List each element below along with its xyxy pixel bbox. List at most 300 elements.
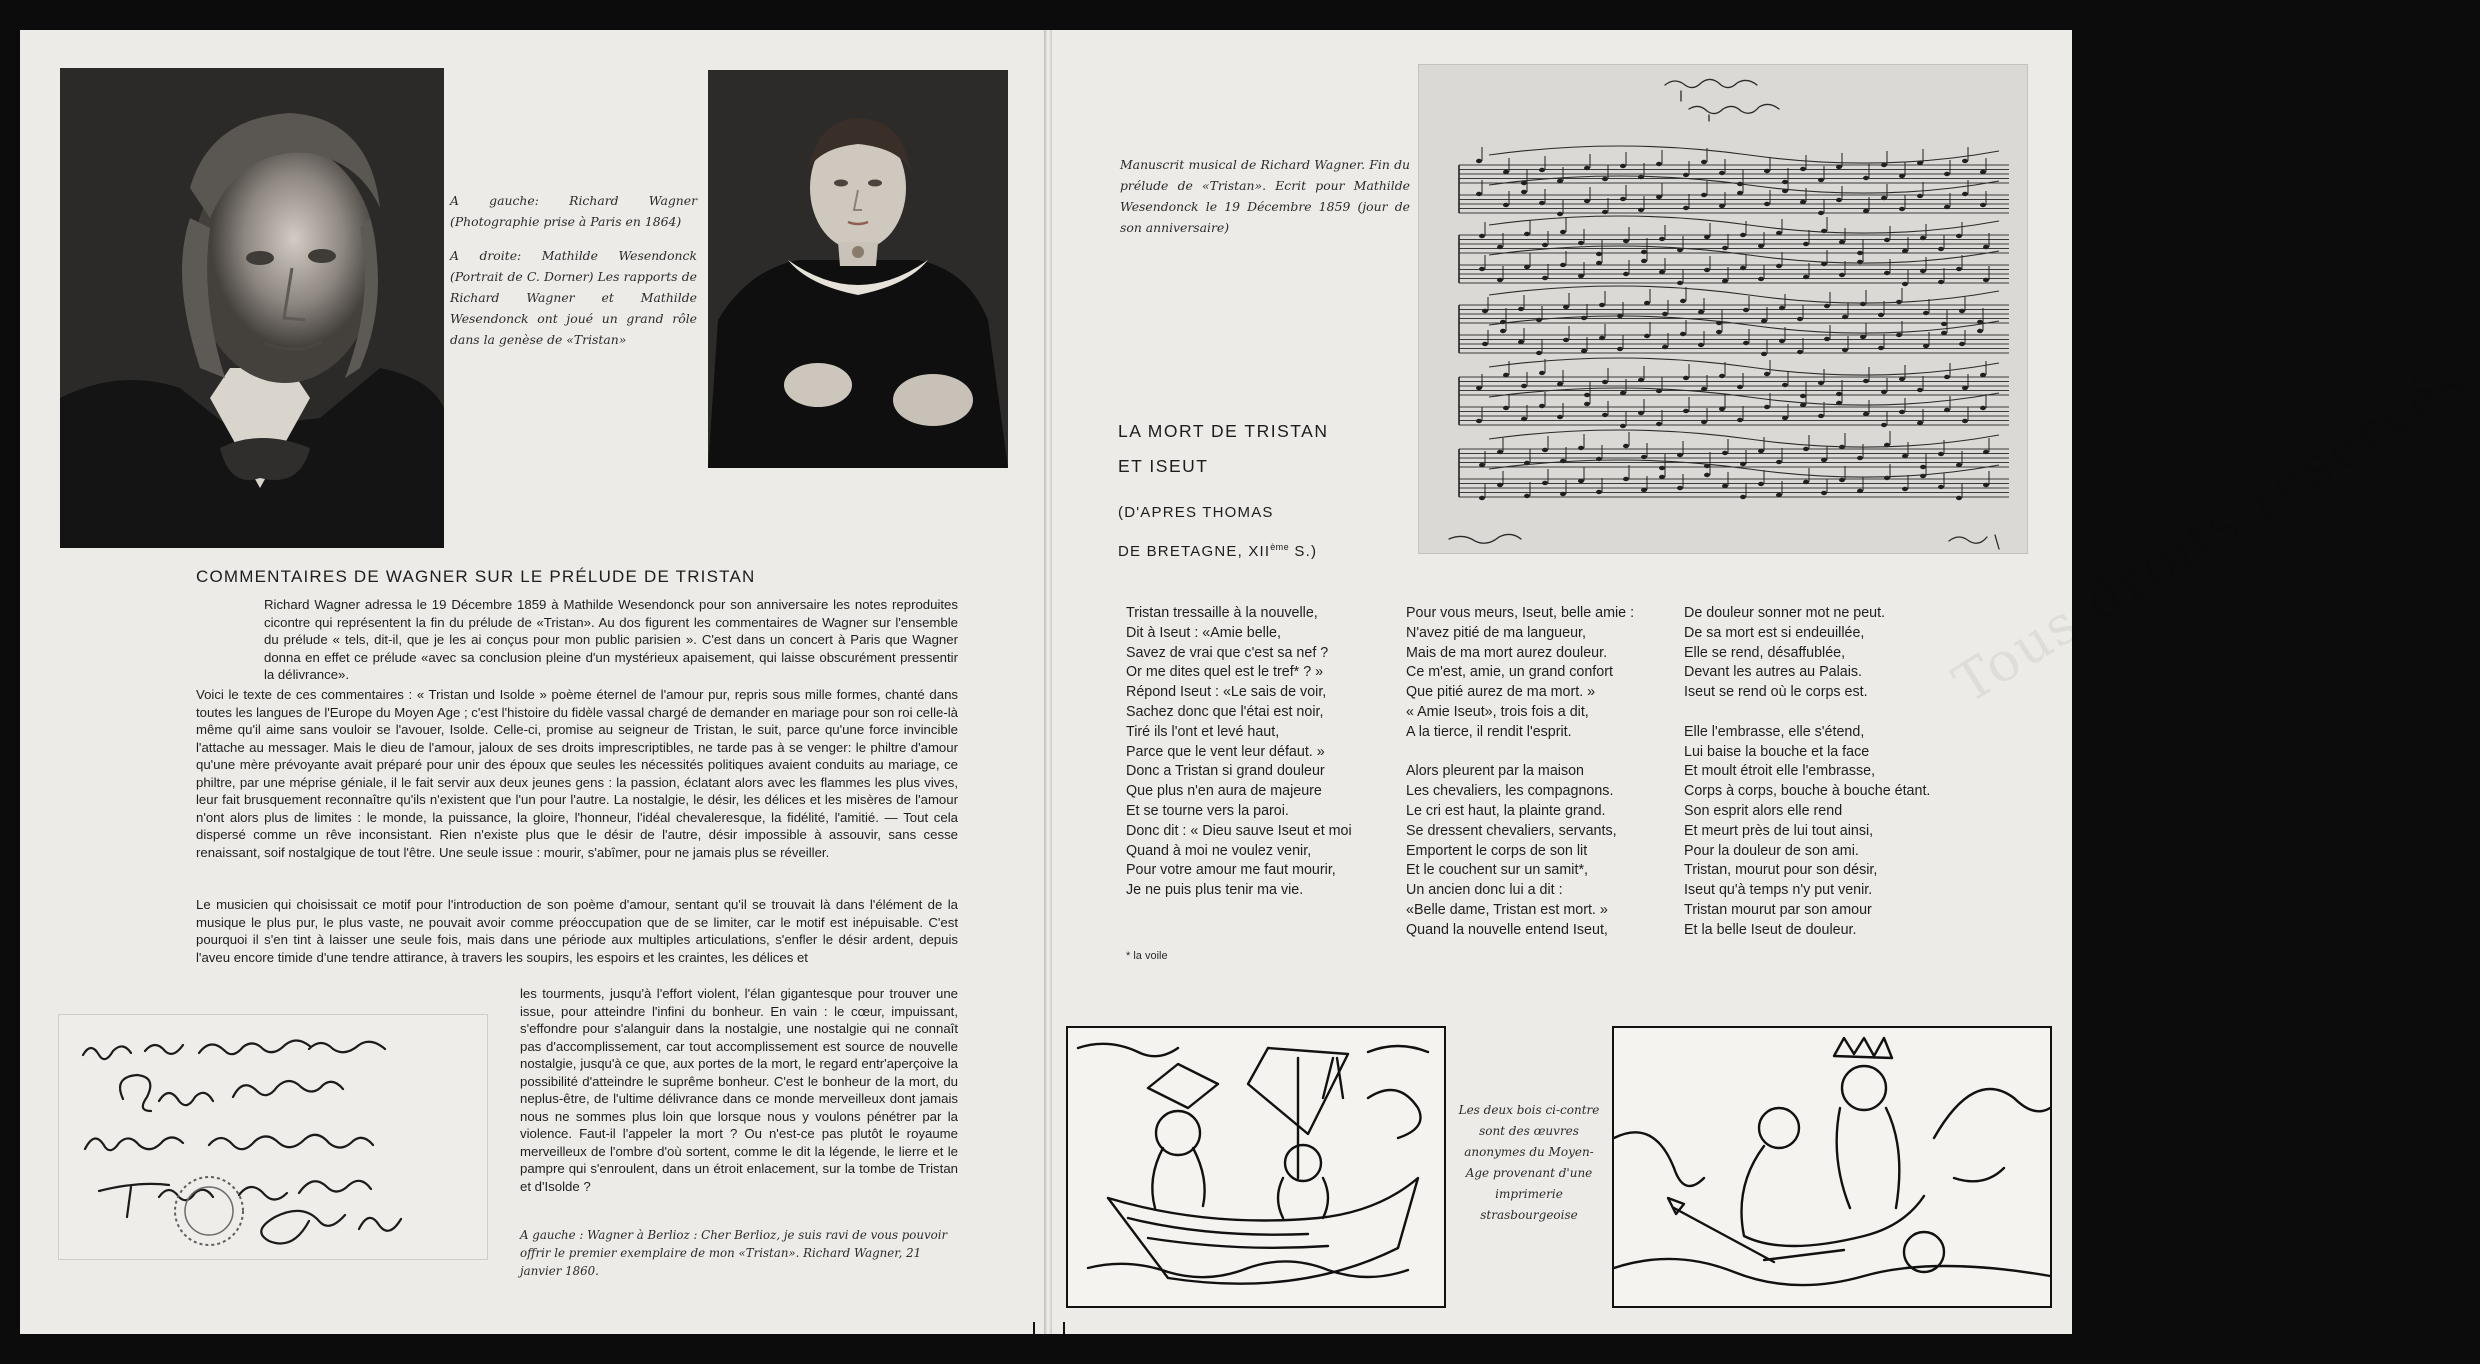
poem-line: Iseut se rend où le corps est. <box>1684 684 1868 701</box>
note-head <box>1962 386 1968 390</box>
note-head <box>1602 413 1608 417</box>
note-head <box>1902 249 1908 253</box>
poem-line: Donc a Tristan si grand douleur <box>1126 763 1325 780</box>
note-head <box>1800 394 1806 398</box>
note-head <box>1602 380 1608 384</box>
note-head <box>1584 166 1590 170</box>
note-head <box>1863 379 1869 383</box>
note-head <box>1782 416 1788 420</box>
note-head <box>1623 272 1629 276</box>
poem-line: Tiré ils l'ont et levé haut, <box>1126 723 1280 740</box>
note-head <box>1596 252 1602 256</box>
note-head <box>1923 311 1929 315</box>
note-head <box>1761 319 1767 323</box>
note-head <box>1683 409 1689 413</box>
note-head <box>1899 410 1905 414</box>
note-head <box>1659 466 1665 470</box>
note-head <box>1662 312 1668 316</box>
note-head <box>1740 495 1746 499</box>
poem-subtitle-line-1: (D'APRES THOMAS <box>1118 504 1274 521</box>
note-head <box>1518 340 1524 344</box>
note-head <box>1764 202 1770 206</box>
note-head <box>1836 165 1842 169</box>
note-head <box>1959 309 1965 313</box>
note-head <box>1902 282 1908 286</box>
wagner-photograph <box>60 68 444 548</box>
poem-line: Parce que le vent leur défaut. » <box>1126 743 1325 760</box>
note-head <box>1704 473 1710 477</box>
note-head <box>1560 263 1566 267</box>
poem-line: N'avez pitié de ma langueur, <box>1406 624 1586 641</box>
poem-line: Le cri est haut, la plainte grand. <box>1406 802 1606 819</box>
poem-stanza <box>1406 604 1696 743</box>
note-head <box>1842 348 1848 352</box>
note-head <box>1521 190 1527 194</box>
note-head <box>1677 281 1683 285</box>
intro-paragraph: Richard Wagner adressa le 19 Décembre 1859 à Mathilde Wesendonck pour son anniversaire les notes reproduites cicontre qui représentent la fin du prélude de «Tristan». Au dos figurent les commentaires de Wagner sur l'ensemble du prélude « tels, dit-il, que je les ai conçus pour mon public parisien ». C'est dans un concert à Paris que Wagner donna en effet ce prélude «avec sa conclusion pleine d'un mystérieux apaisement, qui laisse obscurément pressentir la délivrance». <box>264 597 958 682</box>
poem-line: Corps à corps, bouche à bouche étant. <box>1684 783 1931 800</box>
note-head <box>1944 375 1950 379</box>
staff-system <box>1459 358 2009 428</box>
note-head <box>1701 420 1707 424</box>
note-head <box>1923 344 1929 348</box>
note-head <box>1803 275 1809 279</box>
note-head <box>1722 279 1728 283</box>
note-head <box>1521 417 1527 421</box>
note-head <box>1839 273 1845 277</box>
poem-line: Les chevaliers, les compagnons. <box>1406 783 1614 800</box>
poem-line: Or me dites quel est le tref* ? » <box>1126 664 1324 681</box>
note-head <box>1476 419 1482 423</box>
note-head <box>1944 205 1950 209</box>
watermark-text: Tous droits réservés <box>1942 347 2480 716</box>
poem-line: Dit à Iseut : «Amie belle, <box>1126 624 1281 641</box>
note-head <box>1644 301 1650 305</box>
note-head <box>1839 240 1845 244</box>
note-head <box>1956 267 1962 271</box>
poem-line: Alors pleurent par la maison <box>1406 763 1585 780</box>
poem-footnote: * la voile <box>1126 950 1168 962</box>
note-head <box>1758 482 1764 486</box>
note-head <box>1863 209 1869 213</box>
note-head <box>1596 261 1602 265</box>
poem-line: Sachez donc que l'étai est noir, <box>1126 703 1324 720</box>
note-head <box>1836 198 1842 202</box>
note-head <box>1722 246 1728 250</box>
poem-subtitle <box>1118 496 1317 569</box>
note-head <box>1719 374 1725 378</box>
poem-title-line-1: LA MORT DE TRISTAN <box>1118 421 1329 441</box>
note-head <box>1797 317 1803 321</box>
note-head <box>1941 322 1947 326</box>
poem-column-2 <box>1406 604 1696 941</box>
note-head <box>1956 234 1962 238</box>
note-head <box>1482 342 1488 346</box>
note-head <box>1704 235 1710 239</box>
caption-manuscript: Manuscrit musical de Richard Wagner. Fin du prélude de «Tristan». Ecrit pour Mathilde Wesendonck le 19 Décembre 1859 (jour de son anniversaire) <box>1120 157 1410 235</box>
note-head <box>1719 407 1725 411</box>
note-head <box>1758 277 1764 281</box>
note-head <box>1503 373 1509 377</box>
note-head <box>1743 341 1749 345</box>
poem-stanza <box>1406 762 1696 940</box>
caption-mathilde-portrait: A droite: Mathilde Wesendonck (Portrait de C. Dorner) Les rapports de Richard Wagner et Mathilde Wesendonck ont joué un grand rôle dans la genèse de «Tristan» <box>450 248 697 347</box>
poem-line: Savez de vrai que c'est sa nef ? <box>1126 644 1329 661</box>
note-head <box>1857 489 1863 493</box>
note-head <box>1584 393 1590 397</box>
note-head <box>1560 230 1566 234</box>
embrace-woodcut-illustration <box>1614 1028 2050 1306</box>
note-head <box>1644 334 1650 338</box>
note-head <box>1719 204 1725 208</box>
note-head <box>1578 274 1584 278</box>
poem-line: Donc dit : « Dieu sauve Iseut et moi <box>1126 822 1352 839</box>
note-head <box>1956 496 1962 500</box>
note-head <box>1938 247 1944 251</box>
subtitle-superscript: ème <box>1270 542 1289 552</box>
note-head <box>1503 406 1509 410</box>
note-head <box>1779 306 1785 310</box>
poem-column-1 <box>1126 604 1416 901</box>
note-head <box>1584 402 1590 406</box>
note-head <box>1860 335 1866 339</box>
note-head <box>1524 232 1530 236</box>
mathilde-portrait <box>708 70 1008 468</box>
note-head <box>1764 405 1770 409</box>
note-head <box>1863 412 1869 416</box>
note-head <box>1638 175 1644 179</box>
note-head <box>1803 447 1809 451</box>
note-head <box>1803 242 1809 246</box>
note-head <box>1596 490 1602 494</box>
left-page <box>20 30 1046 1334</box>
note-head <box>1476 159 1482 163</box>
note-head <box>1938 485 1944 489</box>
poem-line: Tristan, mourut pour son désir, <box>1684 862 1878 879</box>
note-head <box>1800 200 1806 204</box>
note-head <box>1821 458 1827 462</box>
note-head <box>1518 307 1524 311</box>
note-head <box>1944 172 1950 176</box>
note-head <box>1842 315 1848 319</box>
note-head <box>1980 203 1986 207</box>
note-head <box>1638 208 1644 212</box>
note-head <box>1701 160 1707 164</box>
note-head <box>1776 231 1782 235</box>
handwriting-illustration <box>59 1015 489 1261</box>
note-head <box>1818 414 1824 418</box>
note-head <box>1500 329 1506 333</box>
note-head <box>1917 388 1923 392</box>
note-head <box>1539 168 1545 172</box>
poem-line: Et se tourne vers la paroi. <box>1126 802 1289 819</box>
note-head <box>1797 350 1803 354</box>
poem-line: Pour la douleur de son ami. <box>1684 842 1859 859</box>
note-head <box>1659 475 1665 479</box>
note-head <box>1638 378 1644 382</box>
note-head <box>1782 383 1788 387</box>
binding-mark-right <box>1063 1322 1065 1334</box>
poem-line: Quand la nouvelle entend Iseut, <box>1406 921 1608 938</box>
poem-line: Et la belle Iseut de douleur. <box>1684 921 1857 938</box>
note-head <box>1938 452 1944 456</box>
note-head <box>1623 239 1629 243</box>
note-head <box>1698 310 1704 314</box>
note-head <box>1542 448 1548 452</box>
note-head <box>1962 192 1968 196</box>
note-head <box>1557 415 1563 419</box>
poem-line: Tristan tressaille à la nouvelle, <box>1126 605 1318 621</box>
note-head <box>1677 453 1683 457</box>
note-head <box>1818 178 1824 182</box>
note-head <box>1602 177 1608 181</box>
note-head <box>1863 176 1869 180</box>
note-head <box>1476 192 1482 196</box>
woodcut-embrace <box>1612 1026 2052 1308</box>
note-head <box>1479 267 1485 271</box>
poem-line: Un ancien donc lui a dit : <box>1406 882 1563 899</box>
slur <box>1489 286 1999 303</box>
boat-woodcut-illustration <box>1068 1028 1444 1306</box>
note-head <box>1617 347 1623 351</box>
poem-stanza <box>1684 604 1984 703</box>
poem-line: Emportent le corps de son lit <box>1406 842 1588 859</box>
poem-line: Elle se rend, désaffublée, <box>1684 644 1846 661</box>
note-head <box>1839 478 1845 482</box>
commentary-paragraph-2-top: Le musicien qui choisissait ce motif pour l'introduction de son poème d'amour, sentant qu'il se trouvait là dans l'élément de la musique le plus pur, le plus vaste, ne pouvait avoir comme préoccupation que de se limiter, car le motif est inépuisable. C'est pourquoi il s'en tint à laisser une seule fois, mais dans une période aux multiples articulations, s'enfler le désir ardent, depuis l'aveu encore timide d'une tendre attirance, à travers les soupirs, les espoirs et les craintes, les délices et <box>196 897 958 965</box>
note-head <box>1821 491 1827 495</box>
poem-stanza <box>1126 604 1416 901</box>
music-manuscript <box>1418 64 2028 554</box>
note-head <box>1716 330 1722 334</box>
commentary-paragraph-1: Voici le texte de ces commentaires : « Tristan und Isolde » poème éternel de l'amour pur, repris sous mille formes, chanté dans toutes les langues de l'Europe du Moyen Age ; c'est l'histoire du fidèle vassal chargé de demander en mariage pour son roi celle-là même qu'il aime sans vouloir se l'avouer, Isolde. Celle-ci, promise au seigneur de Tristan, le suit, parce qu'une force invincible l'attache au messager. Mais le dieu de l'amour, jaloux de ses droits imprescriptibles, ne tarde pas à se venger: le philtre d'amour qu'une mère prévoyante avait préparé pour unir des époux que seules les nécessités politiques avaient conduits au mariage, ce philtre, par une méprise géniale, il le fait servir aux deux jeunes gens : la passion, éclatant alors avec les flammes les plus vives, leur fait brusquement reconnaître qu'ils n'existent que l'un pour l'autre. La nostalgie, le désir, les délices et les misères de l'amour n'ont alors plus de limites : le monde, la puissance, la gloire, l'honneur, l'idéal chevaleresque, la fidélité, l'amitié. — Tout cela dispersé comme un rêve inconsistant. Rien n'existe plus que le désir de l'autre, désir impossible à assouvir, sans cesse renaissant, soif nostalgique de tout l'être. Une seule issue : mourir, s'abîmer, pour ne jamais plus se réveiller. <box>196 687 958 860</box>
note-head <box>1656 422 1662 426</box>
postmark-stamp <box>175 1177 243 1245</box>
note-head <box>1881 163 1887 167</box>
note-head <box>1623 477 1629 481</box>
music-score-illustration <box>1419 65 2029 555</box>
note-head <box>1641 488 1647 492</box>
poem-line: Pour votre amour me faut mourir, <box>1126 862 1336 879</box>
note-head <box>1641 455 1647 459</box>
note-head <box>1899 174 1905 178</box>
note-head <box>1962 419 1968 423</box>
note-head <box>1497 245 1503 249</box>
poem-line: Que pitié aurez de ma mort. » <box>1406 684 1596 701</box>
note-head <box>1899 207 1905 211</box>
note-head <box>1920 269 1926 273</box>
note-head <box>1683 206 1689 210</box>
note-head <box>1542 276 1548 280</box>
note-head <box>1701 387 1707 391</box>
caption-wagner-photo: A gauche: Richard Wagner (Photographie prise à Paris en 1864) <box>450 193 697 229</box>
poem-line: « Amie Iseut», trois fois a dit, <box>1406 703 1589 720</box>
note-head <box>1983 278 1989 282</box>
note-head <box>1698 343 1704 347</box>
note-head <box>1479 496 1485 500</box>
poem-title-line-2: ET ISEUT <box>1118 456 1209 476</box>
note-head <box>1497 450 1503 454</box>
note-head <box>1722 451 1728 455</box>
note-head <box>1983 483 1989 487</box>
note-head <box>1917 421 1923 425</box>
note-head <box>1902 487 1908 491</box>
binding-mark-left <box>1033 1322 1035 1334</box>
note-head <box>1740 266 1746 270</box>
caption-woodcuts: Les deux bois ci-contre sont des œuvres anonymes du Moyen-Age provenant d'une imprimerie strasbourgeoise <box>1458 1103 1600 1222</box>
note-head <box>1620 164 1626 168</box>
poem-column-3 <box>1684 604 1984 941</box>
note-head <box>1818 381 1824 385</box>
note-head <box>1758 449 1764 453</box>
note-head <box>1656 162 1662 166</box>
poem-subtitle-line-2 <box>1118 530 1317 569</box>
note-head <box>1503 170 1509 174</box>
note-head <box>1503 203 1509 207</box>
note-head <box>1539 371 1545 375</box>
note-head <box>1902 454 1908 458</box>
note-head <box>1638 411 1644 415</box>
note-head <box>1740 462 1746 466</box>
note-head <box>1662 345 1668 349</box>
note-head <box>1743 308 1749 312</box>
note-head <box>1557 179 1563 183</box>
note-head <box>1881 423 1887 427</box>
note-head <box>1899 377 1905 381</box>
staff-system <box>1459 146 2009 216</box>
poem-line: Elle l'embrasse, elle s'étend, <box>1684 723 1865 740</box>
note-head <box>1620 424 1626 428</box>
caption-autograph: A gauche : Wagner à Berlioz : Cher Berlioz, je suis ravi de vous pouvoir offrir le premier exemplaire de mon «Tristan». Richard Wagner, 21 janvier 1860. <box>520 1228 948 1278</box>
note-head <box>1620 197 1626 201</box>
note-head <box>1557 212 1563 216</box>
note-head <box>1578 446 1584 450</box>
note-head <box>1581 349 1587 353</box>
note-head <box>1641 250 1647 254</box>
poem-line: Pour vous meurs, Iseut, belle amie : <box>1406 605 1635 621</box>
note-head <box>1920 236 1926 240</box>
note-head <box>1878 346 1884 350</box>
note-head <box>1542 481 1548 485</box>
note-head <box>1536 351 1542 355</box>
poem-line: Ce m'est, amie, un grand confort <box>1406 664 1613 681</box>
note-head <box>1704 268 1710 272</box>
note-head <box>1980 373 1986 377</box>
commentary-paragraph-2-bottom: les tourments, jusqu'à l'effort violent, l'élan gigantesque pour trouver une issue, pour atteindre l'infini du bonheur. En vain : le cœur, impuissant, s'effondre pour s'alanguir dans la nostalgie, une nostalgie qui ne connaît pas d'accomplissement, car tout accomplissement est source de nouvelle nostalgie, jusqu'à ce que, aux portes de la mort, le regard entr'aperçoive la possibilité d'atteindre le suprême bonheur. C'est le bonheur de la mort, du neplus-être, de l'ultime délivrance dans ce monde merveilleux dont jamais nous ne sommes plus loin que lorsque nous y voulons pénétrer par la violence. Faut-il l'appeler la mort ? Ou n'est-ce pas plutôt le royaume merveilleux de l'ombre d'où sortent, comme le dit la légende, le lierre et le pampre qui s'enroulent, dans un étroit enlacement, sur la tombe de Tristan et d'Isolde ? <box>520 986 958 1194</box>
note-head <box>1677 486 1683 490</box>
note-head <box>1881 390 1887 394</box>
note-head <box>1983 245 1989 249</box>
note-head <box>1680 299 1686 303</box>
note-head <box>1623 444 1629 448</box>
note-head <box>1524 265 1530 269</box>
note-head <box>1896 333 1902 337</box>
note-head <box>1584 199 1590 203</box>
note-head <box>1578 241 1584 245</box>
note-head <box>1764 372 1770 376</box>
note-head <box>1656 195 1662 199</box>
note-head <box>1980 406 1986 410</box>
poem-line: Iseut qu'à temps n'y put venir. <box>1684 882 1873 899</box>
note-head <box>1542 243 1548 247</box>
subtitle-main: DE BRETAGNE, XII <box>1118 543 1271 560</box>
note-head <box>1941 331 1947 335</box>
note-head <box>1740 233 1746 237</box>
note-head <box>1761 352 1767 356</box>
note-head <box>1800 167 1806 171</box>
note-head <box>1962 159 1968 163</box>
note-head <box>1803 480 1809 484</box>
note-head <box>1836 392 1842 396</box>
note-head <box>1944 408 1950 412</box>
note-head <box>1482 309 1488 313</box>
note-head <box>1977 329 1983 333</box>
note-head <box>1659 270 1665 274</box>
poem-title <box>1118 414 1328 484</box>
note-head <box>1641 259 1647 263</box>
poem-line: De douleur sonner mot ne peut. <box>1684 605 1886 621</box>
note-head <box>1539 404 1545 408</box>
note-head <box>1479 234 1485 238</box>
note-head <box>1524 494 1530 498</box>
wagner-portrait-illustration <box>60 68 444 548</box>
note-head <box>1701 193 1707 197</box>
note-head <box>1563 305 1569 309</box>
note-head <box>1824 304 1830 308</box>
poem-line: Que plus n'en aura de majeure <box>1126 783 1322 800</box>
note-head <box>1824 337 1830 341</box>
note-head <box>1776 460 1782 464</box>
poem-line: Et le couchent sur un samit*, <box>1406 862 1588 879</box>
note-head <box>1599 303 1605 307</box>
note-head <box>1956 463 1962 467</box>
poem-line: Se dressent chevaliers, servants, <box>1406 822 1617 839</box>
note-head <box>1764 169 1770 173</box>
note-head <box>1497 278 1503 282</box>
slur <box>1489 358 1999 375</box>
note-head <box>1776 493 1782 497</box>
note-head <box>1683 376 1689 380</box>
note-head <box>1938 280 1944 284</box>
note-head <box>1722 484 1728 488</box>
note-head <box>1920 465 1926 469</box>
note-head <box>1737 418 1743 422</box>
poem-line: Et meurt près de lui tout ainsi, <box>1684 822 1874 839</box>
poem-line: Lui baise la bouche et la face <box>1684 743 1870 760</box>
poem-line: Je ne puis plus tenir ma vie. <box>1126 882 1304 899</box>
photo-captions <box>450 190 697 350</box>
poem-line: Mais de ma mort aurez douleur. <box>1406 644 1608 661</box>
poem-line: Répond Iseut : «Le sais de voir, <box>1126 684 1327 701</box>
poem-line: Quand à moi ne voulez venir, <box>1126 842 1312 859</box>
note-head <box>1884 238 1890 242</box>
note-head <box>1557 382 1563 386</box>
note-head <box>1497 483 1503 487</box>
mathilde-portrait-illustration <box>708 70 1008 468</box>
staff-system <box>1459 430 2009 500</box>
note-head <box>1857 456 1863 460</box>
note-head <box>1479 463 1485 467</box>
subtitle-end: S.) <box>1289 543 1318 560</box>
note-head <box>1884 271 1890 275</box>
note-head <box>1857 251 1863 255</box>
note-head <box>1602 210 1608 214</box>
poem-line: De sa mort est si endeuillée, <box>1684 624 1865 641</box>
poem-line: «Belle dame, Tristan est mort. » <box>1406 901 1608 918</box>
slur <box>1489 430 1999 447</box>
poem-line: Tristan mourut par son amour <box>1684 901 1872 918</box>
right-page <box>1052 30 2480 1334</box>
